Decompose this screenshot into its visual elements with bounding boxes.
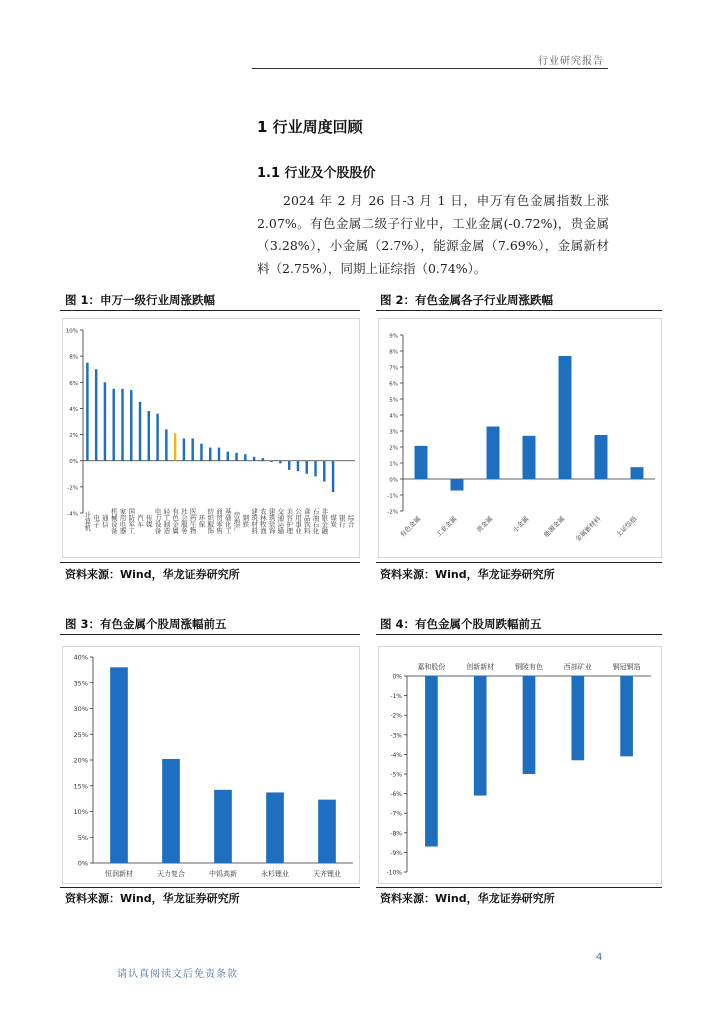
category-label: 计算机: [83, 511, 92, 531]
category-label: 小金属: [510, 514, 531, 535]
bar-14: [200, 444, 202, 461]
category-label: 石油石化: [311, 508, 320, 534]
bar-3: [487, 427, 500, 479]
bar-10: [165, 429, 167, 460]
figure-2-title: 图 2：有色金属各子行业周涨跌幅: [380, 293, 554, 307]
y-tick-label: 8%: [389, 349, 398, 356]
figure-3-title: 图 3：有色金属个股周涨幅前五: [65, 617, 227, 631]
category-label: 恒润新材: [105, 870, 133, 878]
y-tick-label: 3%: [389, 429, 398, 436]
y-tick-label: 10%: [65, 328, 78, 335]
bar-20: [253, 457, 255, 461]
bar-1: [86, 363, 88, 461]
bar-4: [571, 676, 584, 760]
category-label: 有色金属: [171, 508, 180, 534]
y-tick-label: 15%: [73, 782, 88, 791]
bar-3: [104, 382, 106, 460]
y-tick-label: 2%: [389, 445, 398, 452]
top-gainers-chart: [63, 647, 359, 883]
summary-paragraph: 2024 年 2 月 26 日-3 月 1 日，申万有色金属指数上涨 2.07%。有色金属二级子行业中，工业金属(-0.72%)，贵金属（3.28%），小金属（2.7%），能源金属（7.69%），金属新材料（2.75%），同期上证综指（0.74%）。: [257, 193, 609, 276]
bar-1: [415, 446, 428, 479]
bar-26: [306, 461, 308, 474]
subsection-heading: 1.1 行业及个股股价: [257, 166, 376, 181]
category-label: 建筑材料: [250, 508, 259, 534]
bar-23: [279, 461, 281, 464]
category-label: 天力复合: [157, 870, 185, 878]
y-tick-label: 0%: [77, 859, 88, 868]
bar-25: [297, 461, 299, 471]
bar-7: [631, 467, 644, 479]
category-label: 公用事业: [293, 508, 302, 534]
bar-7: [139, 402, 141, 461]
y-tick-label: 1%: [389, 461, 398, 468]
category-label: 纺织服饰: [206, 508, 215, 534]
category-label: 美容护理: [285, 508, 294, 534]
bar-3: [214, 790, 232, 863]
figure-4-source: 资料来源：Wind，华龙证券研究所: [380, 892, 555, 905]
y-tick-label: 6%: [389, 381, 398, 388]
category-label: 医药生物: [188, 508, 197, 534]
y-tick-label: 0%: [69, 459, 78, 466]
figure-2-bottom-rule: [376, 562, 662, 563]
bar-16: [218, 448, 220, 461]
category-label: 电子: [92, 514, 101, 528]
bar-3: [523, 676, 536, 774]
bar-28: [323, 461, 325, 482]
y-tick-label: -3%: [390, 732, 402, 740]
bar-6: [130, 390, 132, 461]
figure-3-bottom-rule: [60, 887, 360, 888]
category-label: 上证综指: [614, 514, 639, 539]
figure-2-top-rule: [376, 310, 662, 311]
y-tick-label: 2%: [69, 433, 78, 440]
category-label: 贵金属: [474, 514, 495, 535]
bar-5: [121, 389, 123, 461]
bar-27: [314, 461, 316, 477]
figure-1-title: 图 1：申万一级行业周涨跌幅: [65, 293, 216, 307]
y-tick-label: 5%: [77, 833, 88, 842]
bar-2: [474, 676, 487, 796]
category-label: 金属新材料: [573, 514, 603, 544]
y-tick-label: -1%: [387, 493, 398, 500]
bar-21: [262, 458, 264, 461]
category-label: 西部矿业: [563, 663, 592, 671]
bar-5: [559, 356, 572, 479]
category-label: 农林牧渔: [258, 508, 267, 534]
bar-12: [183, 438, 185, 460]
industry-weekly-change-chart: [63, 319, 359, 557]
category-label: 嘉和股份: [417, 663, 446, 671]
category-label: 工业金属: [434, 514, 459, 539]
category-label: 轻工制造: [162, 508, 171, 534]
category-label: 机械设备: [109, 508, 118, 534]
bar-11: [174, 433, 176, 460]
y-tick-label: 5%: [389, 397, 398, 404]
subindustry-weekly-change-chart: [379, 319, 661, 557]
category-label: 建筑装饰: [267, 508, 276, 534]
bar-2: [451, 479, 464, 491]
category-label: 综合: [346, 514, 355, 528]
category-label: 通信: [100, 514, 109, 528]
y-tick-label: 10%: [73, 808, 88, 816]
category-label: 创新新材: [466, 663, 495, 671]
y-tick-label: 30%: [73, 705, 88, 713]
y-tick-label: 4%: [69, 406, 78, 413]
category-label: 食品饮料: [302, 508, 311, 534]
top-losers-chart: [379, 647, 661, 883]
bar-5: [318, 800, 336, 863]
bar-1: [425, 676, 438, 847]
bar-4: [266, 792, 284, 863]
category-label: 银行: [337, 514, 346, 528]
bar-2: [162, 759, 180, 863]
category-label: 电力设备: [153, 508, 162, 534]
bar-5: [620, 676, 633, 756]
y-tick-label: 20%: [73, 756, 88, 765]
bar-4: [523, 436, 536, 479]
y-tick-label: -6%: [390, 791, 402, 799]
page-number: 4: [596, 952, 603, 963]
disclaimer-footer: 请认真阅读文后免责条款: [117, 969, 238, 980]
category-label: 钢铁: [241, 514, 250, 528]
category-label: 铜冠铜箔: [612, 663, 641, 671]
figure-3-top-rule: [60, 634, 360, 635]
y-tick-label: 6%: [69, 380, 78, 387]
category-label: 商贸零售: [215, 508, 223, 534]
bar-29: [332, 461, 334, 492]
category-label: 煤炭: [329, 514, 338, 528]
category-label: 交通运输: [276, 508, 285, 534]
category-label: 铜陵有色: [515, 663, 543, 671]
y-tick-label: 35%: [73, 679, 88, 688]
figure-2-chart: [378, 318, 662, 558]
section-heading: 1 行业周度回顾: [257, 118, 363, 136]
bar-24: [288, 461, 290, 470]
figure-2-source: 资料来源：Wind，华龙证券研究所: [380, 568, 555, 581]
bar-8: [148, 411, 150, 461]
figure-3-chart: [62, 646, 360, 884]
y-tick-label: -10%: [386, 869, 402, 877]
y-tick-label: -2%: [387, 509, 398, 516]
bar-13: [191, 438, 193, 460]
category-label: 非银金融: [320, 508, 329, 534]
y-tick-label: -9%: [390, 849, 402, 857]
category-label: 环保: [197, 514, 206, 528]
category-label: 房地产: [232, 511, 241, 531]
y-tick-label: -5%: [390, 771, 402, 779]
bar-19: [244, 454, 246, 461]
bar-9: [156, 414, 158, 461]
bar-18: [235, 453, 237, 461]
category-label: 汽车: [136, 514, 145, 528]
y-tick-label: 7%: [389, 365, 398, 372]
bar-2: [95, 369, 97, 461]
category-label: 国防军工: [127, 508, 136, 534]
y-tick-label: 25%: [73, 730, 88, 739]
bar-15: [209, 448, 211, 461]
category-label: 家用电器: [118, 508, 127, 534]
bar-4: [112, 389, 114, 461]
y-tick-label: -8%: [390, 830, 402, 838]
y-tick-label: 8%: [69, 354, 78, 361]
y-tick-label: 4%: [389, 413, 398, 420]
y-tick-label: -4%: [67, 511, 78, 518]
figure-1-top-rule: [60, 310, 360, 311]
y-tick-label: 40%: [73, 653, 88, 662]
report-type-header: 行业研究报告: [538, 56, 604, 67]
y-tick-label: -1%: [390, 693, 402, 701]
y-tick-label: -2%: [67, 485, 78, 492]
category-label: 社会服务: [179, 508, 188, 534]
y-tick-label: 9%: [389, 333, 398, 340]
category-label: 传媒: [144, 514, 153, 528]
y-tick-label: 0%: [389, 477, 398, 484]
bar-22: [270, 461, 272, 462]
category-label: 永杉锂业: [261, 870, 289, 878]
figure-4-top-rule: [376, 634, 662, 635]
header-divider: [252, 68, 608, 69]
y-tick-label: -7%: [390, 810, 402, 818]
figure-4-title: 图 4：有色金属个股周跌幅前五: [380, 617, 542, 631]
bar-6: [595, 435, 608, 479]
figure-1-source: 资料来源：Wind，华龙证券研究所: [65, 568, 240, 581]
figure-4-chart: [378, 646, 662, 884]
category-label: 中钨高新: [209, 870, 237, 878]
figure-4-bottom-rule: [376, 887, 662, 888]
category-label: 基础化工: [223, 508, 232, 534]
category-label: 能源金属: [542, 514, 567, 539]
figure-1-bottom-rule: [60, 562, 360, 563]
y-tick-label: -4%: [390, 751, 402, 759]
y-tick-label: -2%: [390, 712, 402, 720]
bar-17: [227, 452, 229, 461]
category-label: 天齐锂业: [313, 870, 341, 878]
y-tick-label: 0%: [392, 673, 402, 681]
figure-1-chart: [62, 318, 360, 558]
bar-1: [110, 667, 128, 863]
figure-3-source: 资料来源：Wind，华龙证券研究所: [65, 892, 240, 905]
category-label: 有色金属: [398, 514, 423, 539]
